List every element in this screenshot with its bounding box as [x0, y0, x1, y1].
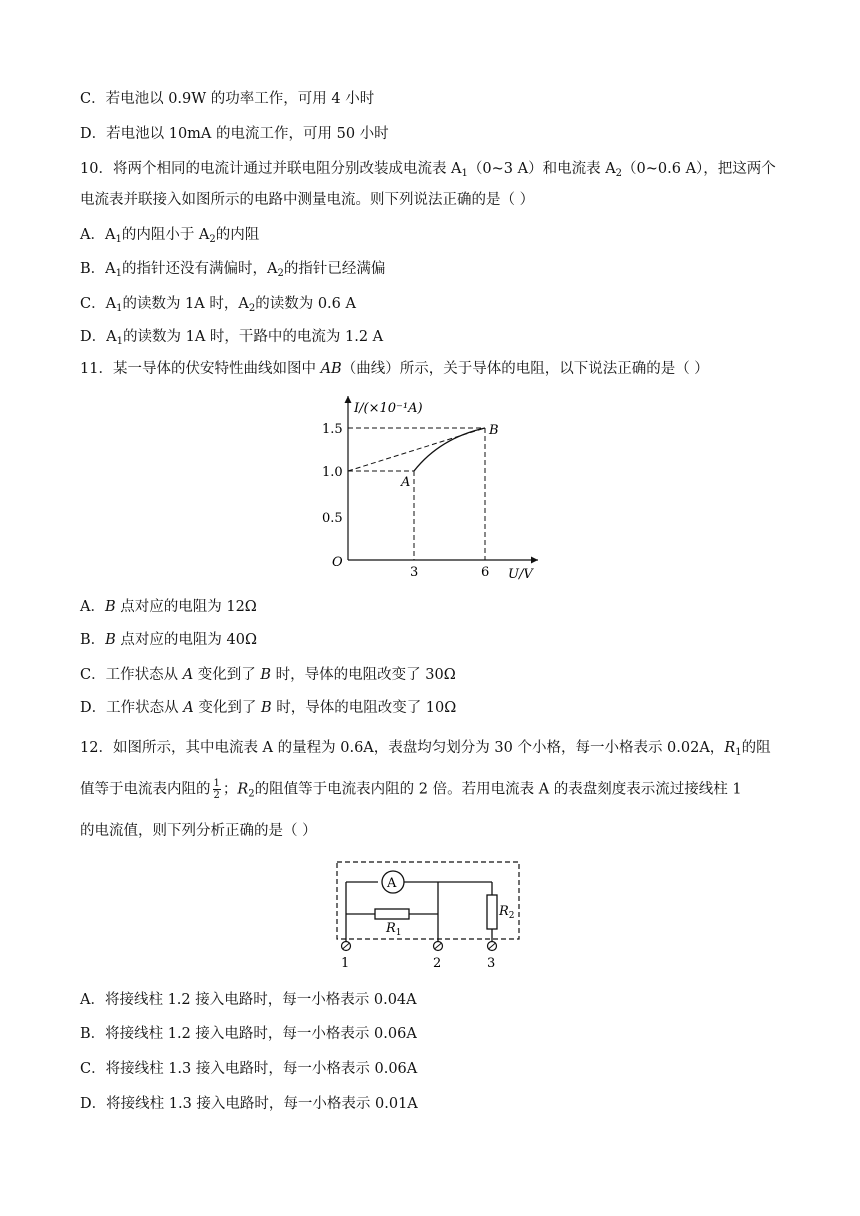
q10-option-d: D．$A_1$的读数为 1A 时，干路中的电流为 1.2 A	[80, 329, 384, 347]
resistor-r1	[375, 909, 409, 919]
y-tick-1.0: 1.0	[322, 465, 343, 480]
terminal-1-label: 1	[341, 956, 350, 971]
point-b-label: B	[489, 423, 499, 438]
q12-option-c: C．将接线柱 1.3 接入电路时，每一小格表示 0.06A	[80, 1061, 418, 1077]
y-tick-1.5: 1.5	[322, 422, 343, 437]
r1-label: $R_1$	[386, 921, 402, 938]
resistor-r2	[487, 895, 497, 929]
q11-option-b: B．B 点对应的电阻为 40Ω	[80, 632, 258, 648]
y-axis-label: I/(×10⁻¹A)	[354, 401, 423, 416]
fraction-one-half: $\frac{1}{2}$	[213, 778, 220, 801]
ammeter-label: A	[387, 876, 397, 891]
q12-option-d: D．将接线柱 1.3 接入电路时，每一小格表示 0.01A	[80, 1096, 418, 1112]
q11-option-c: C．工作状态从 A 变化到了 B 时，导体的电阻改变了 30Ω	[80, 667, 456, 683]
curve-ab	[414, 428, 485, 471]
q11-option-d: D．工作状态从 A 变化到了 B 时，导体的电阻改变了 10Ω	[80, 700, 457, 716]
x-tick-3: 3	[410, 565, 419, 580]
q9-option-c: C．若电池以 0.9W 的功率工作，可用 4 小时	[80, 91, 375, 107]
x-axis-label: U/V	[508, 567, 533, 582]
q12-stem-line1: 12．如图所示，其中电流表 A 的量程为 0.6A，表盘均匀划分为 30 个小格，每一小格表示 0.02A，$R_1$的阻	[80, 740, 771, 758]
x-tick-6: 6	[481, 565, 490, 580]
q11-option-a: A．B 点对应的电阻为 12Ω	[80, 599, 257, 615]
q11-stem: 11．某一导体的伏安特性曲线如图中 AB（曲线）所示，关于导体的电阻，以下说法正确的是（ ）	[80, 361, 709, 377]
r2-label: $R_2$	[499, 904, 515, 921]
q10-stem-line1: 10．将两个相同的电流计通过并联电阻分别改装成电流表 $A_1(0\sim 3$ A）和电流表 $A_2(0\sim 0.6$ A），把这两个	[80, 161, 776, 179]
q12-stem-line2: 值等于电流表内阻的 $\frac{1}{2}$ ；$R_2$的阻值等于电流表内阻的 2 倍。若用电流表 A 的表盘刻度表示流过接线柱 1	[80, 778, 742, 801]
q10-option-b: B．$A_1$的指针还没有满偏时，$A_2$的指针已经满偏	[80, 261, 386, 279]
q12-stem-line3: 的电流值，则下列分析正确的是（ ）	[80, 823, 317, 839]
terminal-2-label: 2	[433, 956, 442, 971]
q10-stem-line2: 电流表并联接入如图所示的电路中测量电流。则下列说法正确的是（ ）	[80, 192, 535, 208]
q12-option-a: A．将接线柱 1.2 接入电路时，每一小格表示 0.04A	[80, 992, 417, 1008]
q12-option-b: B．将接线柱 1.2 接入电路时，每一小格表示 0.06A	[80, 1026, 417, 1042]
circuit-diagram	[330, 855, 526, 971]
q10-option-a: A．$A_1$的内阻小于 $A_2$的内阻	[80, 227, 260, 245]
iv-graph	[300, 390, 560, 582]
point-a-label: A	[401, 475, 411, 490]
y-tick-0.5: 0.5	[322, 511, 343, 526]
q10-option-c: C．$A_1$的读数为 1A 时，$A_2$的读数为 0.6 A	[80, 296, 356, 314]
terminal-3-label: 3	[487, 956, 496, 971]
q9-option-d: D．若电池以 10mA 的电流工作，可用 50 小时	[80, 126, 389, 142]
origin-label: O	[332, 555, 343, 570]
